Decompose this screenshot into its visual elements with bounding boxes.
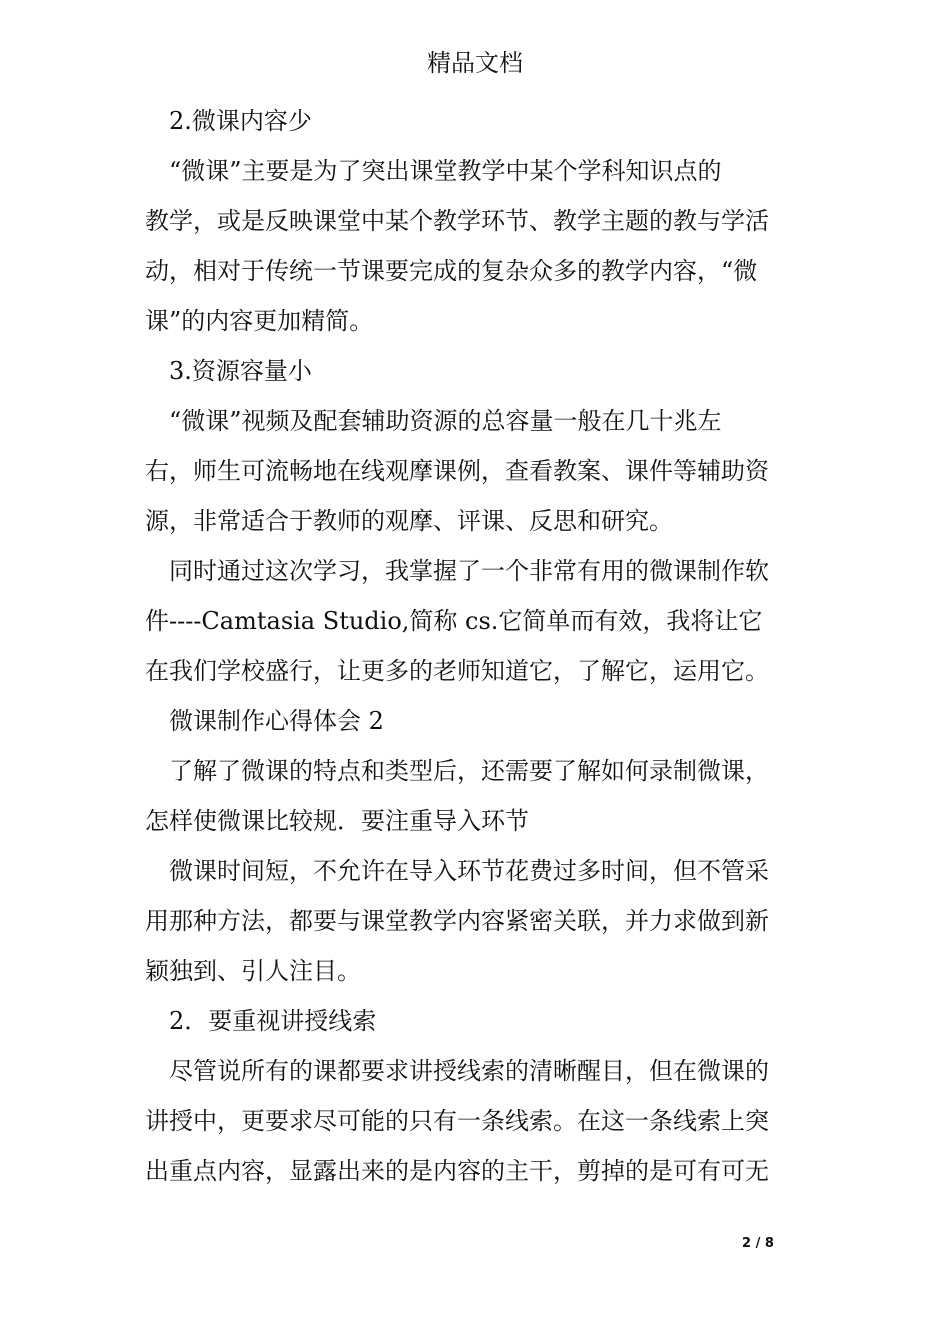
text-line: 同时通过这次学习，我掌握了一个非常有用的微课制作软: [169, 557, 769, 585]
document-body: [145, 96, 810, 1196]
text-line: “微课”视频及配套辅助资源的总容量一般在几十兆左: [169, 407, 722, 435]
text-line: 微课时间短，不允许在导入环节花费过多时间，但不管采: [169, 857, 769, 885]
text-line: 出重点内容，显露出来的是内容的主干，剪掉的是可有可无: [145, 1157, 769, 1185]
page-number: 2 / 8: [742, 1236, 774, 1251]
text-line: 动，相对于传统一节课要完成的复杂众多的教学内容，“微: [145, 257, 758, 285]
text-line: 用那种方法，都要与课堂教学内容紧密关联，并力求做到新: [145, 907, 769, 935]
text-line: 2.微课内容少: [169, 107, 312, 135]
text-line: 微课制作心得体会 2: [169, 707, 384, 735]
text-line: 右，师生可流畅地在线观摩课例，查看教案、课件等辅助资: [145, 457, 769, 485]
text-line: 颖独到、引人注目。: [145, 957, 361, 985]
text-line: “微课”主要是为了突出课堂教学中某个学科知识点的: [169, 157, 722, 185]
text-line: 怎样使微课比较规．要注重导入环节: [145, 807, 529, 835]
text-line: 3.资源容量小: [169, 357, 312, 385]
text-line: 尽管说所有的课都要求讲授线索的清晰醒目，但在微课的: [169, 1057, 769, 1085]
text-line: 了解了微课的特点和类型后，还需要了解如何录制微课，: [169, 757, 769, 785]
page-header-title: 精品文档: [427, 49, 523, 77]
text-line: 2．要重视讲授线索: [169, 1007, 377, 1035]
text-line: 源，非常适合于教师的观摩、评课、反思和研究。: [145, 507, 673, 535]
text-line: 课”的内容更加精简。: [145, 307, 374, 335]
text-line: 教学，或是反映课堂中某个教学环节、教学主题的教与学活: [145, 207, 769, 235]
text-line: 讲授中，更要求尽可能的只有一条线索。在这一条线索上突: [145, 1107, 769, 1135]
text-line: 在我们学校盛行，让更多的老师知道它，了解它，运用它。: [145, 657, 769, 685]
text-line: 件----Camtasia Studio,简称 cs.它简单而有效，我将让它: [145, 607, 763, 635]
